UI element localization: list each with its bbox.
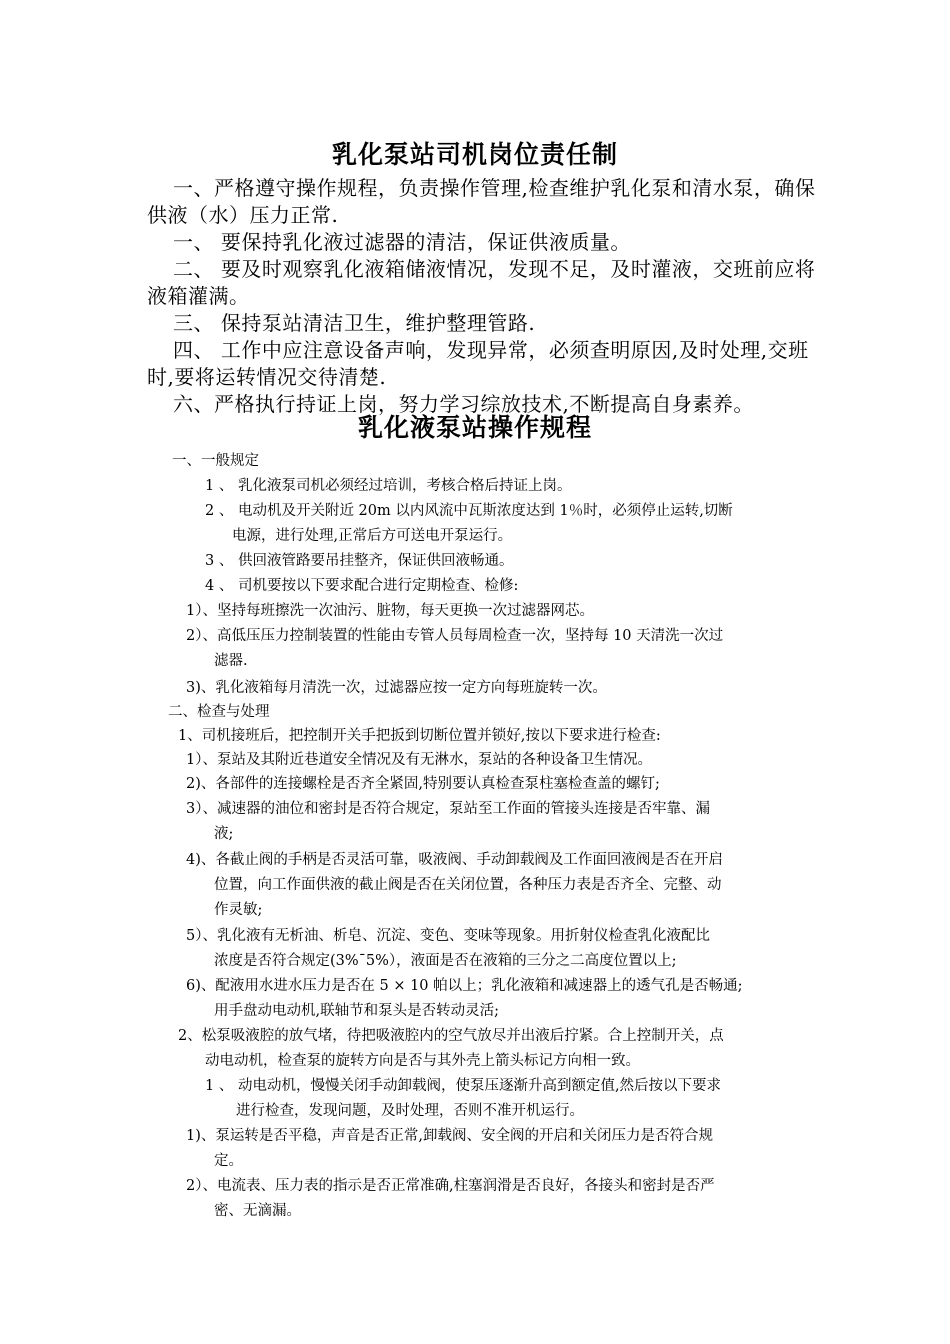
list-item: 1 、 乳化液泵司机必须经过培训，考核合格后持证上岗。 [205,478,572,494]
sub-item-continuation: 用手盘动电动机,联轴节和泵头是否转动灵活; [214,1003,499,1019]
list-item: 1 、 动电动机，慢慢关闭手动卸载阀，使泵压逐渐升高到额定值,然后按以下要求 [205,1078,722,1094]
duty-paragraph: 一、 要保持乳化液过滤器的清洁，保证供液质量。 [173,230,631,254]
duty-paragraph: 二、 要及时观察乳化液箱储液情况，发现不足，及时灌液，交班前应将液箱灌满。 [147,257,816,308]
sub-item: 4)、各截止阀的手柄是否灵活可靠，吸液阀、手动卸载阀及工作面回液阀是否在开启 [186,852,723,868]
sub-item-continuation: 定。 [214,1153,243,1169]
duty-paragraph: 三、 保持泵站清洁卫生，维护整理管路. [173,311,536,335]
document-title-duties: 乳化泵站司机岗位责任制 [331,140,618,169]
document-title-procedure: 乳化液泵站操作规程 [357,413,592,442]
sub-item-continuation: 作灵敏; [214,902,263,918]
duty-paragraph: 四、 工作中应注意设备声响，发现异常，必须查明原因,及时处理,交班时,要将运转情况交待清楚. [147,338,809,389]
list-item: 4 、 司机要按以下要求配合进行定期检查、检修: [205,578,519,594]
section-heading: 二、检查与处理 [168,704,270,720]
sub-item: 2）、电流表、压力表的指示是否正常准确,柱塞润滑是否良好，各接头和密封是否严 [186,1178,715,1194]
sub-item: 6)、配液用水进水压力是否在 5 × 10 帕以上；乳化液箱和减速器上的透气孔是否畅通; [186,978,743,994]
list-item-continuation: 动电动机，检查泵的旋转方向是否与其外壳上箭头标记方向相一致。 [205,1053,640,1069]
sub-item: 5）、乳化液有无析油、析皂、沉淀、变色、变味等现象。用折射仪检查乳化液配比 [186,928,710,944]
list-item: 2、松泵吸液腔的放气堵，待把吸液腔内的空气放尽并出液后拧紧。合上控制开关，点 [178,1028,724,1044]
list-item: 3 、 供回液管路要吊挂整齐，保证供回液畅通。 [205,553,514,569]
duty-paragraph: 一、严格遵守操作规程，负责操作管理,检查维护乳化泵和清水泵，确保供液（水）压力正常. [147,176,816,227]
list-item: 2 、 电动机及开关附近 20m 以内风流中瓦斯浓度达到 1％时，必须停止运转,切断 [205,503,733,519]
section-heading: 一、一般规定 [172,453,259,469]
sub-item-continuation: 浓度是否符合规定(3%¯5%），液面是否在液箱的三分之二高度位置以上; [214,953,677,969]
list-item-continuation: 电源，进行处理,正常后方可送电开泵运行。 [232,528,513,544]
sub-item: 1）、坚持每班擦洗一次油污、脏物，每天更换一次过滤器网芯。 [186,603,594,619]
sub-item: 2）、高低压压力控制装置的性能由专管人员每周检查一次，坚持每 10 天清洗一次过 [186,628,724,644]
sub-item-continuation: 滤器. [214,653,248,669]
list-item-continuation: 进行检查，发现问题，及时处理，否则不准开机运行。 [236,1103,584,1119]
sub-item-continuation: 液; [214,826,234,842]
list-item: 1、司机接班后，把控制开关手把扳到切断位置并锁好,按以下要求进行检查: [178,728,661,744]
sub-item: 3）、减速器的油位和密封是否符合规定，泵站至工作面的管接头连接是否牢靠、漏 [186,801,710,817]
sub-item-continuation: 位置，向工作面供液的截止阀是否在关闭位置，各种压力表是否齐全、完整、动 [214,877,722,893]
sub-item: 2)、各部件的连接螺栓是否齐全紧固,特别要认真检查泵柱塞检查盖的螺钉; [186,776,660,792]
sub-item: 1）、泵站及其附近巷道安全情况及有无淋水，泵站的各种设备卫生情况。 [186,752,652,768]
duty-paragraph: 六、严格执行持证上岗，努力学习综放技术,不断提高自身素养。 [173,392,754,416]
sub-item: 1)、泵运转是否平稳，声音是否正常,卸载阀、安全阀的开启和关闭压力是否符合规 [186,1128,713,1144]
sub-item-continuation: 密、无滴漏。 [214,1203,301,1219]
sub-item: 3)、乳化液箱每月清洗一次，过滤器应按一定方向每班旋转一次。 [186,680,607,696]
